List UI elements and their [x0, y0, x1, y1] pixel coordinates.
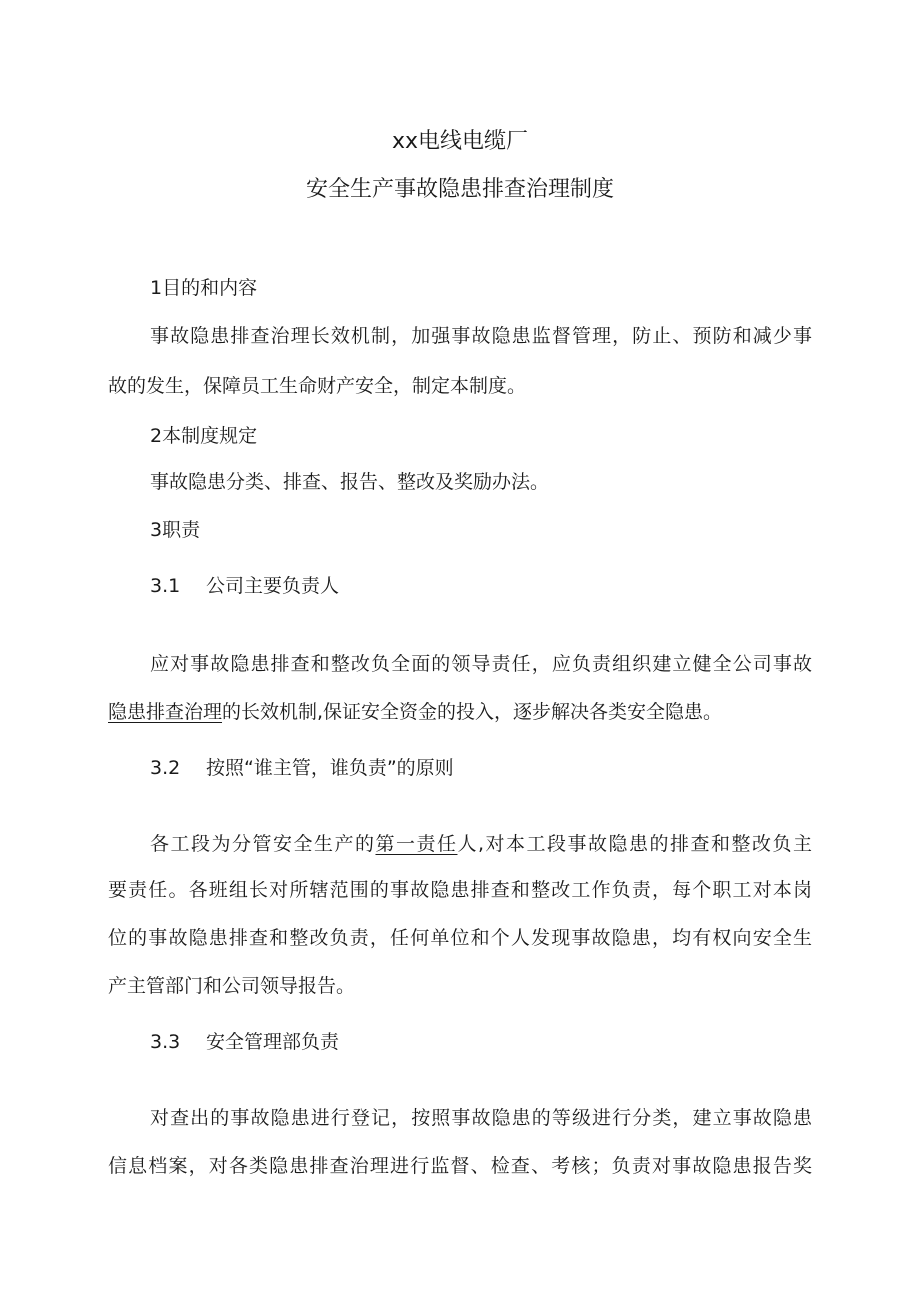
subsection-3-2-line-2: 要责任。各班组长对所辖范围的事故隐患排查和整改工作负责，每个职工对本岗	[108, 879, 812, 901]
document-title-main: 安全生产事故隐患排查治理制度	[305, 177, 614, 202]
subsection-3-2-title: 按照“谁主管，谁负责”的原则	[206, 757, 454, 779]
section-1-heading: 1目的和内容	[150, 277, 258, 299]
subsection-3-3-line-2: 信息档案，对各类隐患排查治理进行监督、检查、考核；负责对事故隐患报告奖	[108, 1155, 812, 1177]
subsection-3-2-line-1	[150, 832, 812, 856]
underlined-term-first-responsible: 第一责任	[375, 833, 458, 855]
document-title-company: xx电线电缆厂	[391, 129, 529, 154]
subsection-3-2-line-3: 位的事故隐患排查和整改负责，任何单位和个人发现事故隐患，均有权向安全生	[108, 927, 812, 949]
section-1-paragraph-line-1: 事故隐患排查治理长效机制，加强事故隐患监督管理，防止、预防和减少事	[150, 325, 812, 347]
subsection-3-2-line-1-pre: 各工段为分管安全生产的	[150, 833, 376, 855]
section-2-heading: 2本制度规定	[150, 425, 258, 447]
underlined-term-hazard-management: 隐患排查治理	[108, 701, 223, 723]
subsection-3-2-line-1-post: 人,对本工段事故隐患的排查和整改负主	[457, 833, 812, 855]
subsection-3-3-heading	[150, 1030, 339, 1054]
subsection-3-2-number: 3.2	[150, 757, 181, 779]
subsection-3-1-title: 公司主要负责人	[206, 575, 340, 597]
subsection-3-3-title: 安全管理部负责	[206, 1031, 340, 1053]
section-3-heading: 3职责	[150, 519, 201, 541]
subsection-3-1-number: 3.1	[150, 575, 181, 597]
section-1-paragraph-line-2: 故的发生，保障员工生命财产安全，制定本制度。	[108, 375, 527, 397]
subsection-3-3-line-1: 对查出的事故隐患进行登记，按照事故隐患的等级进行分类，建立事故隐患	[150, 1107, 812, 1129]
subsection-3-3-number: 3.3	[150, 1031, 181, 1053]
subsection-3-2-line-4: 产主管部门和公司领导报告。	[108, 975, 356, 997]
subsection-3-1-line-1: 应对事故隐患排查和整改负全面的领导责任，应负责组织建立健全公司事故	[150, 653, 812, 675]
subsection-3-2-heading	[150, 756, 454, 780]
section-2-paragraph: 事故隐患分类、排查、报告、整改及奖励办法。	[150, 471, 550, 493]
subsection-3-1-line-2	[108, 700, 722, 724]
subsection-3-1-line-2-rest: 的长效机制,保证安全资金的投入，逐步解决各类安全隐患。	[222, 701, 723, 723]
subsection-3-1-heading	[150, 574, 339, 598]
